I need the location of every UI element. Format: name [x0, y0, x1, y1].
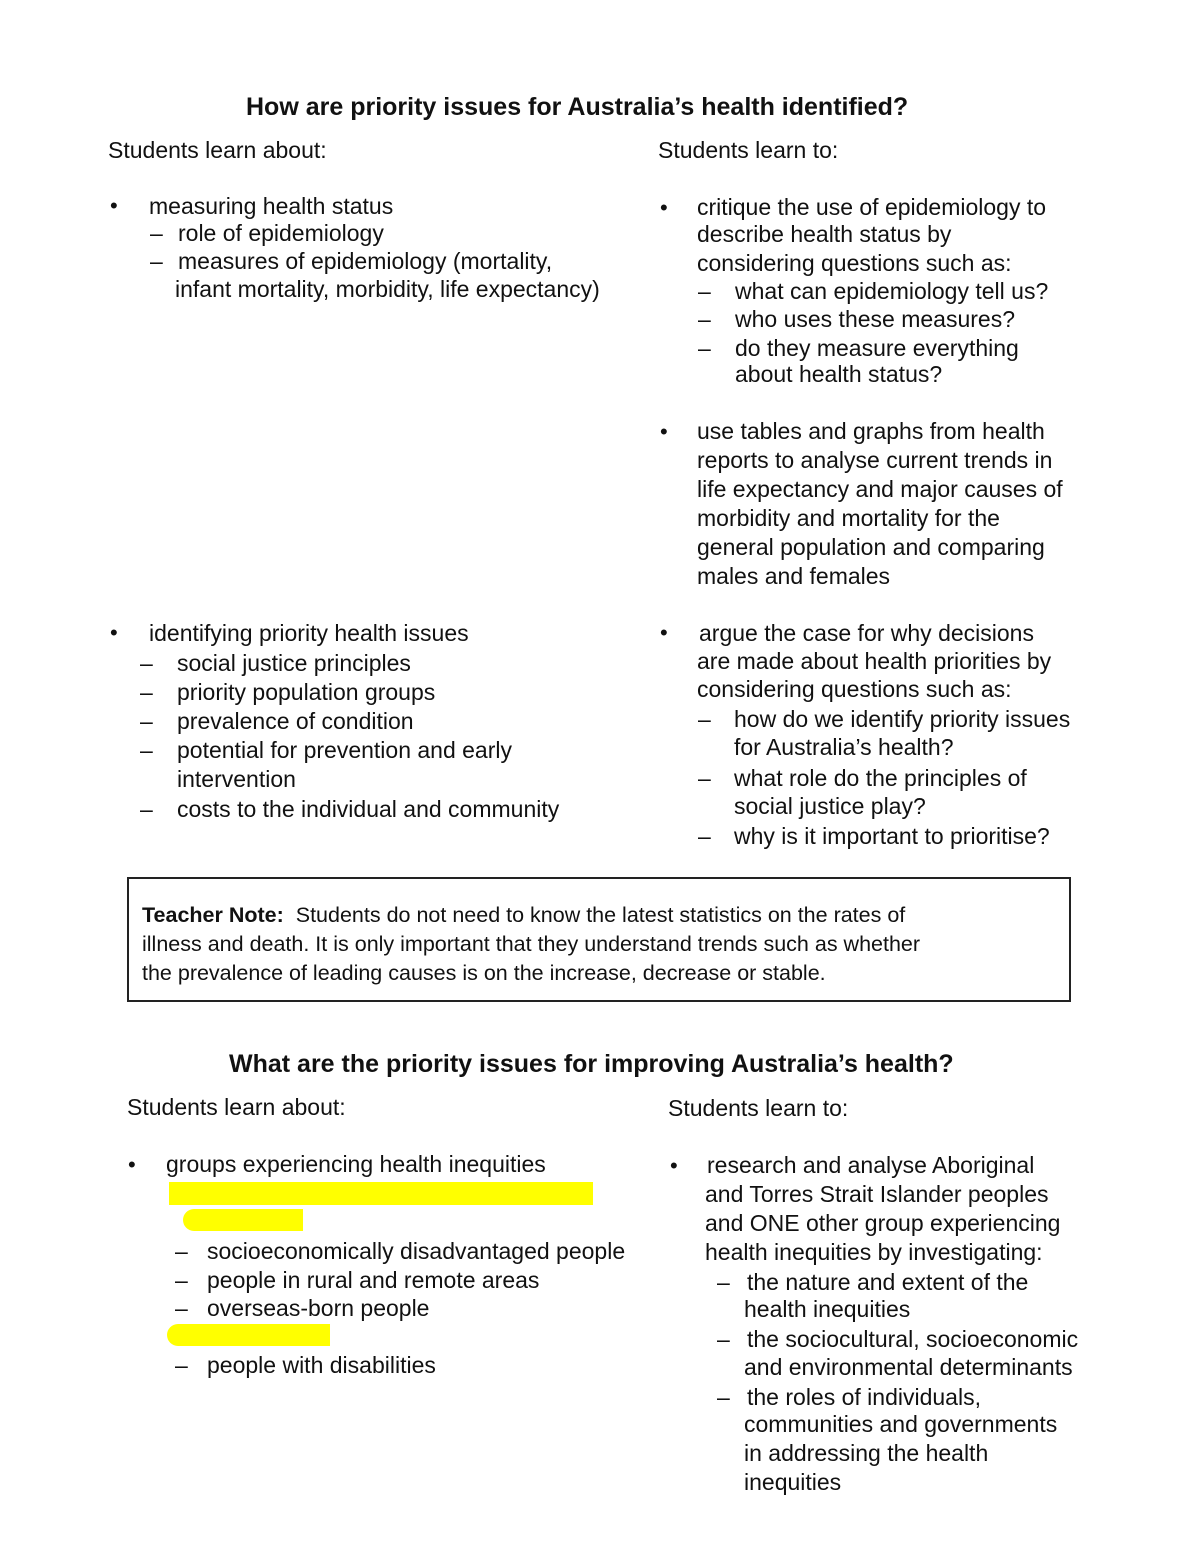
list-item: – potential for prevention and early: [140, 737, 512, 763]
list-item-continuation: social justice play?: [734, 793, 926, 819]
list-item-continuation: intervention: [177, 766, 296, 792]
bullet-text: health inequities by investigating:: [705, 1239, 1043, 1265]
bullet-text: argue the case for why decisions: [699, 620, 1034, 646]
bullet-text: life expectancy and major causes of: [697, 476, 1063, 502]
section1-right-heading: Students learn to:: [658, 137, 839, 163]
highlight-mark: [183, 1209, 303, 1231]
bullet: •: [670, 1153, 678, 1178]
list-item-text: what can epidemiology tell us?: [735, 278, 1049, 304]
list-item: – what can epidemiology tell us?: [698, 278, 1049, 304]
bullet: •: [660, 419, 668, 444]
bullet-text: measuring health status: [149, 193, 394, 219]
list-item-text: socioeconomically disadvantaged people: [207, 1238, 626, 1264]
list-item-text: why is it important to prioritise?: [734, 823, 1050, 849]
list-item-text: do they measure everything: [735, 335, 1019, 361]
list-item: – socioeconomically disadvantaged people: [175, 1238, 626, 1264]
list-item-text: social justice principles: [177, 650, 411, 676]
section2-left-heading: Students learn about:: [127, 1094, 346, 1120]
bullet-text: considering questions such as:: [697, 250, 1012, 276]
teacher-note-line: the prevalence of leading causes is on the increase, decrease or stable.: [142, 961, 826, 985]
list-item-text: people in rural and remote areas: [207, 1267, 540, 1293]
highlight-mark: [169, 1182, 593, 1205]
bullet-text: groups experiencing health inequities: [166, 1151, 546, 1177]
teacher-note-box: [127, 877, 1071, 1002]
list-item-continuation: and environmental determinants: [744, 1354, 1073, 1380]
list-item: – people with disabilities: [175, 1352, 436, 1378]
bullet: •: [128, 1152, 136, 1177]
list-item: – the roles of individuals,: [717, 1384, 981, 1410]
section1-left-heading: Students learn about:: [108, 137, 327, 163]
section1-title: How are priority issues for Australia’s health identified?: [246, 93, 909, 121]
list-item-text: overseas-born people: [207, 1295, 430, 1321]
bullet-text: use tables and graphs from health: [697, 418, 1045, 444]
teacher-note-line: illness and death. It is only important that they understand trends such as whether: [142, 932, 921, 956]
list-item-text: people with disabilities: [207, 1352, 436, 1378]
bullet-text: morbidity and mortality for the: [697, 505, 1000, 531]
bullet-text: males and females: [697, 563, 891, 589]
list-item-text: the sociocultural, socioeconomic: [747, 1326, 1079, 1352]
list-item-continuation: for Australia’s health?: [734, 734, 954, 760]
list-item-continuation: infant mortality, morbidity, life expectancy): [175, 276, 600, 302]
list-item: – measures of epidemiology (mortality,: [150, 248, 553, 274]
list-item: – the sociocultural, socioeconomic: [717, 1326, 1079, 1352]
bullet: •: [110, 620, 118, 645]
bullet-text: describe health status by: [697, 221, 952, 247]
bullet: •: [110, 193, 118, 218]
list-item: – priority population groups: [140, 679, 436, 705]
list-item-text: the roles of individuals,: [747, 1384, 981, 1410]
list-item: – people in rural and remote areas: [175, 1267, 540, 1293]
list-item-continuation: health inequities: [744, 1296, 911, 1322]
list-item-text: costs to the individual and community: [177, 796, 560, 822]
bullet-text: and Torres Strait Islander peoples: [705, 1181, 1049, 1207]
list-item-text: how do we identify priority issues: [734, 706, 1071, 732]
list-item-continuation: in addressing the health: [744, 1440, 989, 1466]
list-item-text: measures of epidemiology (mortality,: [178, 248, 553, 274]
list-item-continuation: inequities: [744, 1469, 842, 1495]
list-item-text: priority population groups: [177, 679, 436, 705]
list-item: – overseas-born people: [175, 1295, 430, 1321]
list-item: – prevalence of condition: [140, 708, 414, 734]
list-item-text: potential for prevention and early: [177, 737, 512, 763]
list-item-text: who uses these measures?: [735, 306, 1015, 332]
bullet-text: research and analyse Aboriginal: [707, 1152, 1035, 1178]
bullet: •: [660, 620, 668, 645]
list-item: – social justice principles: [140, 650, 411, 676]
bullet-text: general population and comparing: [697, 534, 1045, 560]
bullet: •: [660, 195, 668, 220]
list-item-text: the nature and extent of the: [747, 1269, 1029, 1295]
list-item-continuation: about health status?: [735, 361, 943, 387]
list-item: – do they measure everything: [698, 335, 1019, 361]
highlight-mark: [167, 1324, 330, 1346]
bullet-text: reports to analyse current trends in: [697, 447, 1053, 473]
teacher-note-label: Teacher Note:: [142, 903, 284, 927]
section2-right-heading: Students learn to:: [668, 1095, 849, 1121]
list-item: – the nature and extent of the: [717, 1269, 1029, 1295]
list-item: – how do we identify priority issues: [698, 706, 1071, 732]
section2-title: What are the priority issues for improving Australia’s health?: [229, 1050, 954, 1078]
list-item-text: prevalence of condition: [177, 708, 414, 734]
list-item: – what role do the principles of: [698, 765, 1027, 791]
bullet-text: considering questions such as:: [697, 676, 1012, 702]
list-item-text: what role do the principles of: [734, 765, 1027, 791]
list-item: – why is it important to prioritise?: [698, 823, 1050, 849]
list-item-text: role of epidemiology: [178, 220, 384, 246]
bullet-text: are made about health priorities by: [697, 648, 1052, 674]
list-item: – who uses these measures?: [698, 306, 1015, 332]
bullet-text: identifying priority health issues: [149, 620, 469, 646]
teacher-note-text: [142, 901, 1057, 988]
bullet-text: and ONE other group experiencing: [705, 1210, 1061, 1236]
bullet-text: critique the use of epidemiology to: [697, 194, 1047, 220]
list-item: – role of epidemiology: [150, 220, 384, 246]
teacher-note-line: Students do not need to know the latest statistics on the rates of: [295, 903, 906, 927]
list-item-continuation: communities and governments: [744, 1411, 1058, 1437]
list-item: – costs to the individual and community: [140, 796, 560, 822]
